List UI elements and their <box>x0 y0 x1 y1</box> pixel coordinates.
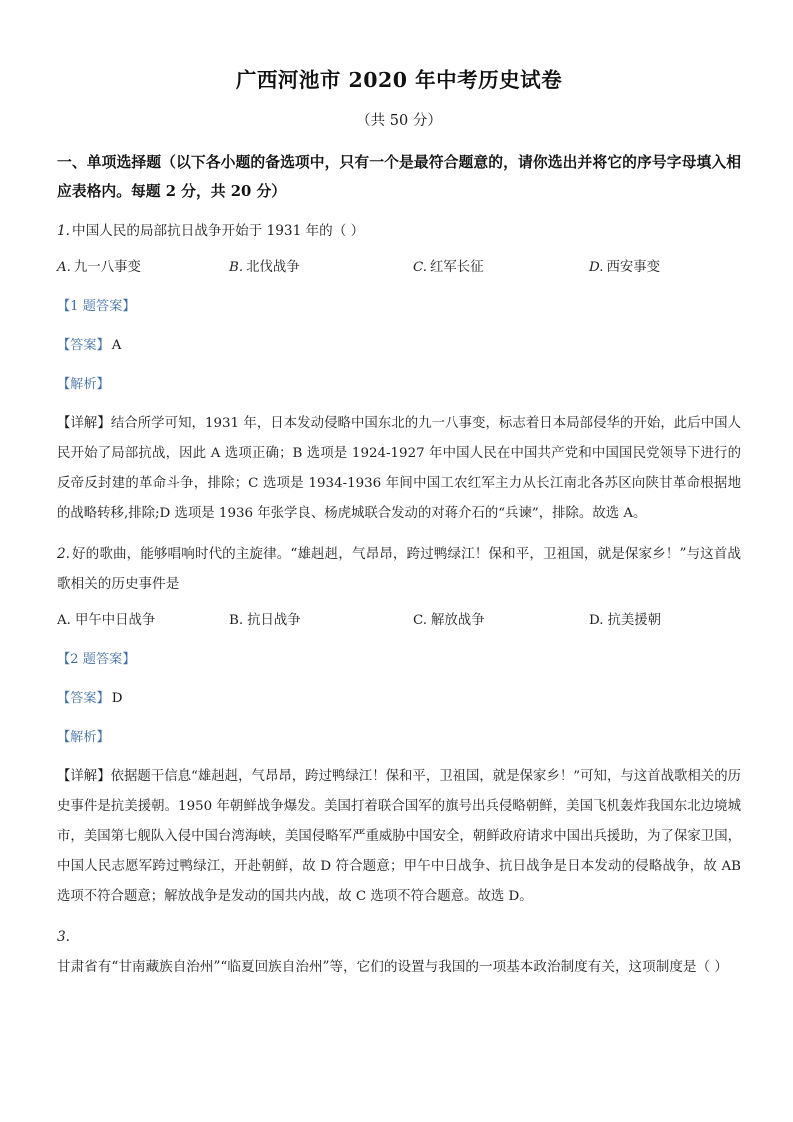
answer-tag-1: 【答案】 <box>57 338 110 353</box>
explanation-1 <box>57 400 741 529</box>
option-letter: B. <box>229 260 244 275</box>
question-text-3: 甘肃省有“甘南藏族自治州”“临夏回族自治州”等，它们的设置与我国的一项基本政治制度有关，这项制度是（ ） <box>57 959 729 975</box>
answer-header-1: 【1 题答案】 <box>57 299 136 314</box>
analysis-tag-1: 【解析】 <box>57 377 110 392</box>
option-letter: A. <box>57 260 71 275</box>
option-letter: A. <box>57 613 71 628</box>
question-number-3: 3. <box>57 929 70 945</box>
option-text: 解放战争 <box>431 613 485 628</box>
option-letter: D. <box>589 613 604 628</box>
page-subtitle: （共 50 分） <box>356 113 442 129</box>
option-2-d[interactable] <box>589 606 739 636</box>
question-number-2: 2. <box>57 546 70 562</box>
option-1-d[interactable] <box>589 253 739 283</box>
analysis-tag-2: 【解析】 <box>57 730 110 745</box>
option-1-b[interactable] <box>229 253 413 283</box>
option-text: 抗日战争 <box>247 613 301 628</box>
answer-line-2 <box>57 675 741 714</box>
option-1-c[interactable] <box>413 253 589 283</box>
option-text: 北伐战争 <box>246 260 300 275</box>
document-content <box>57 0 741 982</box>
question-number-1: 1. <box>57 223 70 239</box>
option-letter: C. <box>413 260 428 275</box>
question-stem-1 <box>57 206 741 246</box>
question-stem-2 <box>57 529 741 599</box>
detail-tag-2: 【详解】 <box>57 769 111 784</box>
answer-header-2: 【2 题答案】 <box>57 652 136 667</box>
page-title: 广西河池市 2020 年中考历史试卷 <box>235 68 563 92</box>
detail-text-2: 依据题干信息“雄赳赳，气昂昂，跨过鸭绿江！保和平，卫祖国，就是保家乡！”可知，与这首战歌相关的历史事件是抗美援朝。1950 年朝鲜战争爆发。美国打着联合国军的旗号出兵侵略朝鲜，美国飞机轰炸我国东北边境城市，美国第七舰队入侵中国台湾海峡，美国侵略军严重威胁中国安全，朝鲜政府请求中国出兵援助，为了保家卫国，中国人民志愿军跨过鸭绿江，开赴朝鲜，故 D 符合题意；甲午中日战争、抗日战争是日本发动的侵略战争，故 AB 选项不符合题意；解放战争是发动的国共内战，故 C 选项不符合题意。故选 D。 <box>57 769 741 904</box>
explanation-2 <box>57 753 741 912</box>
option-2-a[interactable] <box>57 606 229 636</box>
option-2-c[interactable] <box>413 606 589 636</box>
option-text: 甲午中日战争 <box>74 613 156 628</box>
detail-text-1: 结合所学可知，1931 年，日本发动侵略中国东北的九一八事变，标志着日本局部侵华的开始，此后中国人民开始了局部抗战，因此 A 选项正确；B 选项是 1924-1927 年中国人民在中国共产党和中国国民党领导下进行的反帝反封建的革命斗争，排除；C 选项是 1934-1936 年间中国工农红军主力从长江南北各苏区向陕甘革命根据地的战略转移,排除;D 选项是 1936 年张学良、杨虎城联合发动的对蒋介石的“兵谏”，排除。故选 A。 <box>57 416 741 521</box>
answer-value-2: D <box>111 691 123 706</box>
answer-value-1: A <box>111 338 122 353</box>
option-text: 红军长征 <box>430 260 484 275</box>
option-2-b[interactable] <box>229 606 413 636</box>
section-heading: 一、单项选择题（以下各小题的备选项中，只有一个是最符合题意的，请你选出并将它的序号字母填入相应表格内。每题 2 分，共 20 分） <box>57 154 741 200</box>
option-text: 抗美援朝 <box>607 613 662 628</box>
option-text: 九一八事变 <box>73 260 141 275</box>
options-row-1 <box>57 246 741 283</box>
options-row-2 <box>57 599 741 636</box>
option-text: 西安事变 <box>606 260 661 275</box>
option-letter: B. <box>229 613 244 628</box>
option-1-a[interactable] <box>57 253 229 283</box>
option-letter: C. <box>413 613 428 628</box>
answer-tag-2: 【答案】 <box>57 691 110 706</box>
question-text-1: 中国人民的局部抗日战争开始于 1931 年的（ ） <box>71 223 365 239</box>
option-letter: D. <box>589 260 604 275</box>
question-stem-3 <box>57 912 741 982</box>
answer-line-1 <box>57 322 741 361</box>
detail-tag-1: 【详解】 <box>57 416 111 431</box>
question-text-2: 好的歌曲，能够唱响时代的主旋律。“雄赳赳，气昂昂，跨过鸭绿江！保和平，卫祖国，就是保家乡！”与这首战歌相关的历史事件是 <box>57 546 741 592</box>
